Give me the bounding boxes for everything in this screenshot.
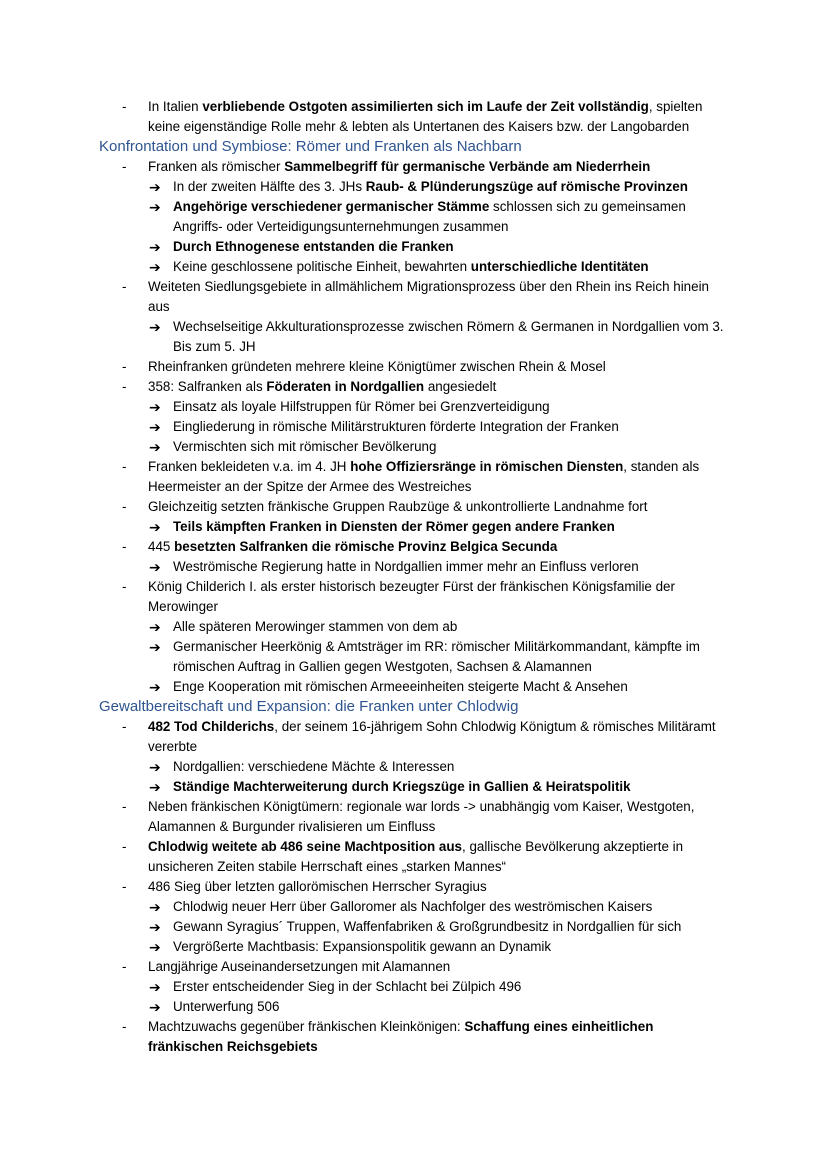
- text-run: Langjährige Auseinandersetzungen mit Alamannen: [148, 959, 451, 974]
- bullet-item: [0, 837, 828, 877]
- arrow-subitem: [0, 617, 828, 637]
- bold-text: 482 Tod Childerichs: [148, 719, 275, 734]
- item-text: [173, 179, 688, 194]
- arrow-subitem: [0, 517, 828, 537]
- bold-text: Angehörige verschiedener germanischer Stämme: [173, 199, 490, 214]
- text-run: , standen als Heermeister an der Spitze der Armee des Westreiches: [148, 459, 700, 494]
- dash-bullet: -: [122, 839, 127, 854]
- item-text: [148, 839, 683, 874]
- arrow-icon: ➔: [149, 759, 161, 775]
- item-text: [148, 159, 650, 174]
- arrow-subitem: [0, 937, 828, 957]
- dash-bullet: -: [122, 499, 127, 514]
- item-text: [148, 959, 450, 974]
- bold-text: hohe Offiziersränge in römischen Diensten: [350, 459, 624, 474]
- text-run: König Childerich I. als erster historisch bezeugter Fürst der fränkischen Königsfamilie der Merowinger: [148, 579, 675, 614]
- dash-bullet: -: [122, 719, 127, 734]
- dash-bullet: -: [122, 359, 127, 374]
- arrow-subitem: [0, 397, 828, 417]
- item-text: [173, 519, 615, 534]
- bullet-item: [0, 1017, 828, 1057]
- arrow-icon: ➔: [149, 399, 161, 415]
- item-text: [173, 199, 686, 234]
- text-run: Gewann Syragius´ Truppen, Waffenfabriken & Großgrundbesitz in Nordgallien für sich: [173, 919, 682, 934]
- bullet-item: [0, 457, 828, 497]
- dash-bullet: -: [122, 459, 127, 474]
- dash-bullet: -: [122, 539, 127, 554]
- dash-bullet: -: [122, 959, 127, 974]
- item-text: [173, 619, 457, 634]
- item-text: [148, 99, 702, 134]
- text-run: Vergrößerte Machtbasis: Expansionspolitik gewann an Dynamik: [173, 939, 552, 954]
- item-text: [148, 459, 699, 494]
- arrow-icon: ➔: [149, 319, 161, 335]
- text-run: Weiteten Siedlungsgebiete in allmählichem Migrationsprozess über den Rhein ins Reich hinein aus: [148, 279, 709, 314]
- item-text: [173, 319, 724, 354]
- text-run: Eingliederung in römische Militärstrukturen förderte Integration der Franken: [173, 419, 619, 434]
- text-run: Nordgallien: verschiedene Mächte & Interessen: [173, 759, 455, 774]
- arrow-subitem: [0, 417, 828, 437]
- item-text: [148, 279, 709, 314]
- arrow-subitem: [0, 317, 828, 357]
- item-text: [173, 779, 631, 794]
- arrow-subitem: [0, 677, 828, 697]
- arrow-icon: ➔: [149, 259, 161, 275]
- arrow-subitem: [0, 897, 828, 917]
- item-text: [148, 579, 675, 614]
- text-run: 486 Sieg über letzten gallorömischen Herrscher Syragius: [148, 879, 487, 894]
- document-content: [0, 97, 828, 1057]
- text-run: , der seinem 16-jährigem Sohn Chlodwig Königtum & römisches Militäramt vererbte: [148, 719, 716, 754]
- arrow-icon: ➔: [149, 919, 161, 935]
- text-run: Einsatz als loyale Hilfstruppen für Römer bei Grenzverteidigung: [173, 399, 550, 414]
- bullet-item: [0, 157, 828, 177]
- text-run: Rheinfranken gründeten mehrere kleine Königtümer zwischen Rhein & Mosel: [148, 359, 606, 374]
- item-text: [173, 679, 628, 694]
- item-text: [173, 259, 649, 274]
- dash-bullet: -: [122, 799, 127, 814]
- arrow-icon: ➔: [149, 639, 161, 655]
- bullet-item: [0, 537, 828, 557]
- item-text: [173, 939, 551, 954]
- text-run: Franken bekleideten v.a. im 4. JH: [148, 459, 351, 474]
- text-run: Vermischten sich mit römischer Bevölkerung: [173, 439, 437, 454]
- arrow-icon: ➔: [149, 239, 161, 255]
- text-run: In Italien: [148, 99, 203, 114]
- text-run: Weströmische Regierung hatte in Nordgallien immer mehr an Einfluss verloren: [173, 559, 639, 574]
- item-text: [173, 999, 279, 1014]
- arrow-icon: ➔: [149, 559, 161, 575]
- dash-bullet: -: [122, 579, 127, 594]
- item-text: [173, 979, 521, 994]
- item-text: [173, 639, 700, 674]
- arrow-subitem: [0, 917, 828, 937]
- item-text: [148, 539, 557, 554]
- arrow-subitem: [0, 177, 828, 197]
- dash-bullet: -: [122, 1019, 127, 1034]
- item-text: [173, 239, 454, 254]
- arrow-subitem: [0, 997, 828, 1017]
- bullet-item: [0, 577, 828, 617]
- bullet-item: [0, 357, 828, 377]
- arrow-icon: ➔: [149, 519, 161, 535]
- dash-bullet: -: [122, 159, 127, 174]
- bold-text: Chlodwig weitete ab 486 seine Machtposition aus: [148, 839, 462, 854]
- bullet-item: [0, 377, 828, 397]
- item-text: [173, 559, 639, 574]
- dash-bullet: -: [122, 279, 127, 294]
- item-text: [148, 379, 496, 394]
- text-run: Chlodwig neuer Herr über Galloromer als Nachfolger des weströmischen Kaisers: [173, 899, 653, 914]
- item-text: [148, 719, 716, 754]
- text-run: Gleichzeitig setzten fränkische Gruppen Raubzüge & unkontrollierte Landnahme fort: [148, 499, 648, 514]
- dash-bullet: -: [122, 99, 127, 114]
- bullet-item: [0, 277, 828, 317]
- dash-bullet: -: [122, 379, 127, 394]
- arrow-icon: ➔: [149, 439, 161, 455]
- bold-text: Sammelbegriff für germanische Verbände am Niederrhein: [284, 159, 651, 174]
- arrow-subitem: [0, 977, 828, 997]
- text-run: Unterwerfung 506: [173, 999, 280, 1014]
- item-text: [148, 879, 487, 894]
- text-run: Erster entscheidender Sieg in der Schlacht bei Zülpich 496: [173, 979, 522, 994]
- bold-text: Ständige Machterweiterung durch Kriegszüge in Gallien & Heiratspolitik: [173, 779, 631, 794]
- text-run: , spielten keine eigenständige Rolle mehr & lebten als Untertanen des Kaisers bzw. der Langobarden: [148, 99, 703, 134]
- item-text: [148, 799, 694, 834]
- arrow-icon: ➔: [149, 939, 161, 955]
- arrow-subitem: [0, 197, 828, 237]
- bold-text: verbliebende Ostgoten assimilierten sich im Laufe der Zeit vollständig: [202, 99, 649, 114]
- text-run: In der zweiten Hälfte des 3. JHs: [173, 179, 366, 194]
- arrow-icon: ➔: [149, 979, 161, 995]
- text-run: Wechselseitige Akkulturationsprozesse zwischen Römern & Germanen in Nordgallien vom 3. Bis zum 5. JH: [173, 319, 724, 354]
- bullet-item: [0, 957, 828, 977]
- bullet-item: [0, 797, 828, 837]
- bullet-item: [0, 497, 828, 517]
- section-heading: Gewaltbereitschaft und Expansion: die Franken unter Chlodwig: [99, 698, 519, 715]
- arrow-icon: ➔: [149, 679, 161, 695]
- arrow-subitem: [0, 257, 828, 277]
- item-text: [173, 399, 550, 414]
- bold-text: Schaffung eines einheitlichen fränkischen Reichsgebiets: [148, 1019, 654, 1054]
- section-heading: Konfrontation und Symbiose: Römer und Franken als Nachbarn: [99, 138, 522, 155]
- arrow-icon: ➔: [149, 419, 161, 435]
- item-text: [148, 1019, 653, 1054]
- item-text: [173, 439, 436, 454]
- dash-bullet: -: [122, 879, 127, 894]
- text-run: Machtzuwachs gegenüber fränkischen Kleinkönigen:: [148, 1019, 465, 1034]
- bullet-item: [0, 717, 828, 757]
- arrow-icon: ➔: [149, 899, 161, 915]
- item-text: [173, 899, 652, 914]
- bold-text: besetzten Salfranken die römische Provinz Belgica Secunda: [174, 539, 558, 554]
- text-run: Alle späteren Merowinger stammen von dem ab: [173, 619, 458, 634]
- bullet-item: [0, 97, 828, 137]
- item-text: [173, 919, 681, 934]
- arrow-subitem: [0, 437, 828, 457]
- arrow-subitem: [0, 637, 828, 677]
- text-run: angesiedelt: [424, 379, 497, 394]
- text-run: , gallische Bevölkerung akzeptierte in unsicheren Zeiten stabile Herrschaft eines „starken Mannes“: [148, 839, 684, 874]
- arrow-subitem: [0, 757, 828, 777]
- item-text: [173, 419, 619, 434]
- arrow-icon: ➔: [149, 199, 161, 215]
- text-run: Germanischer Heerkönig & Amtsträger im RR: römischer Militärkommandant, kämpfte im römischen Auftrag in Gallien gegen Westgoten, Sachsen & Alamannen: [173, 639, 700, 674]
- arrow-icon: ➔: [149, 779, 161, 795]
- text-run: Keine geschlossene politische Einheit, bewahrten: [173, 259, 471, 274]
- arrow-subitem: [0, 557, 828, 577]
- bold-text: Föderaten in Nordgallien: [266, 379, 425, 394]
- bold-text: unterschiedliche Identitäten: [470, 259, 649, 274]
- item-text: [148, 359, 606, 374]
- arrow-icon: ➔: [149, 619, 161, 635]
- bullet-item: [0, 877, 828, 897]
- text-run: Franken als römischer: [148, 159, 285, 174]
- arrow-icon: ➔: [149, 999, 161, 1015]
- arrow-subitem: [0, 237, 828, 257]
- item-text: [148, 499, 647, 514]
- text-run: schlossen sich zu gemeinsamen Angriffs- oder Verteidigungsunternehmungen zusammen: [173, 199, 686, 234]
- text-run: Enge Kooperation mit römischen Armeeeinheiten steigerte Macht & Ansehen: [173, 679, 628, 694]
- item-text: [173, 759, 454, 774]
- bold-text: Durch Ethnogenese entstanden die Franken: [173, 239, 454, 254]
- text-run: 358: Salfranken als: [148, 379, 267, 394]
- bold-text: Raub- & Plünderungszüge auf römische Provinzen: [365, 179, 688, 194]
- bold-text: Teils kämpften Franken in Diensten der Römer gegen andere Franken: [173, 519, 615, 534]
- text-run: Neben fränkischen Königtümern: regionale war lords -> unabhängig vom Kaiser, Westgoten, Alamannen & Burgunder rivalisieren um Einfluss: [148, 799, 695, 834]
- arrow-subitem: [0, 777, 828, 797]
- text-run: 445: [148, 539, 175, 554]
- arrow-icon: ➔: [149, 179, 161, 195]
